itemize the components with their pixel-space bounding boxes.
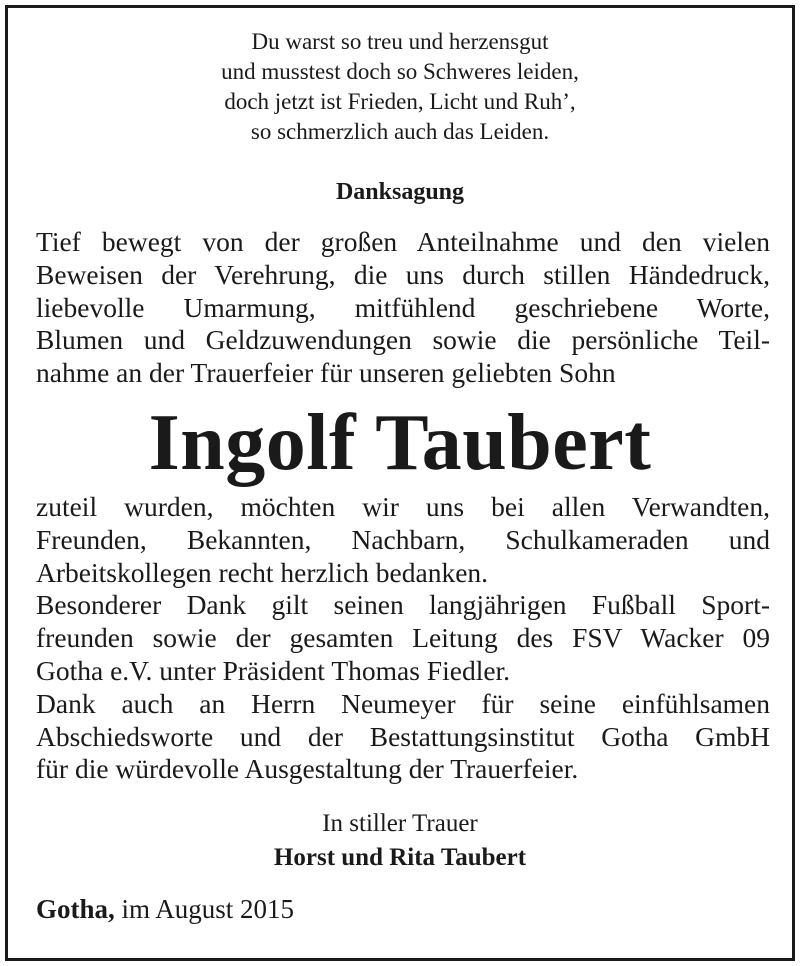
text-line: liebevolle Umarmung, mitfühlend geschriebene Worte, <box>36 291 770 323</box>
text-line: Arbeitskollegen recht herzlich bedanken. <box>36 556 489 588</box>
place-date-line <box>36 892 294 926</box>
text-line: nahme an der Trauerfeier für unseren geliebten Sohn <box>36 357 616 389</box>
family-signature: Horst und Rita Taubert <box>273 844 527 871</box>
text-line: Besonderer Dank gilt seinen langjährigen Fußball Sport- <box>36 589 770 621</box>
text-line: Tief bewegt von der großen Anteilnahme und den vielen <box>36 226 770 257</box>
text-line: Dank auch an Herrn Neumeyer für seine einfühlsamen <box>36 687 770 719</box>
place: Gotha, <box>36 894 115 924</box>
text-line: für die würdevolle Ausgestaltung der Trauerfeier. <box>36 753 579 785</box>
poem-line: so schmerzlich auch das Leiden. <box>250 119 550 144</box>
date: im August 2015 <box>121 894 295 924</box>
heading: Danksagung <box>335 179 465 205</box>
poem-line: doch jetzt ist Frieden, Licht und Ruh’, <box>224 89 576 114</box>
in-mourning-line: In stiller Trauer <box>322 810 478 837</box>
text-line: Gotha e.V. unter Präsident Thomas Fiedler. <box>36 654 511 686</box>
text-line: freunden sowie der gesamten Leitung des FSV Wacker 09 <box>36 622 770 654</box>
poem-line: und musstest doch so Schweres leiden, <box>221 59 579 84</box>
text-line: Beweisen der Verehrung, die uns durch stillen Händedruck, <box>36 258 770 290</box>
deceased-name: Ingolf Taubert <box>148 399 652 487</box>
text-line: Blumen und Geldzuwendungen sowie die persönliche Teil- <box>36 324 770 356</box>
thanks-paragraph-main <box>36 491 770 786</box>
poem-line: Du warst so treu und herzensgut <box>251 29 549 54</box>
poem <box>0 27 800 147</box>
text-line: Freunden, Bekannten, Nachbarn, Schulkameraden und <box>36 523 770 555</box>
text-line: zuteil wurden, möchten wir uns bei allen Verwandten, <box>36 491 770 522</box>
thanks-paragraph-intro <box>36 226 770 390</box>
text-line: Abschiedsworte und der Bestattungsinstitut Gotha GmbH <box>36 720 770 752</box>
